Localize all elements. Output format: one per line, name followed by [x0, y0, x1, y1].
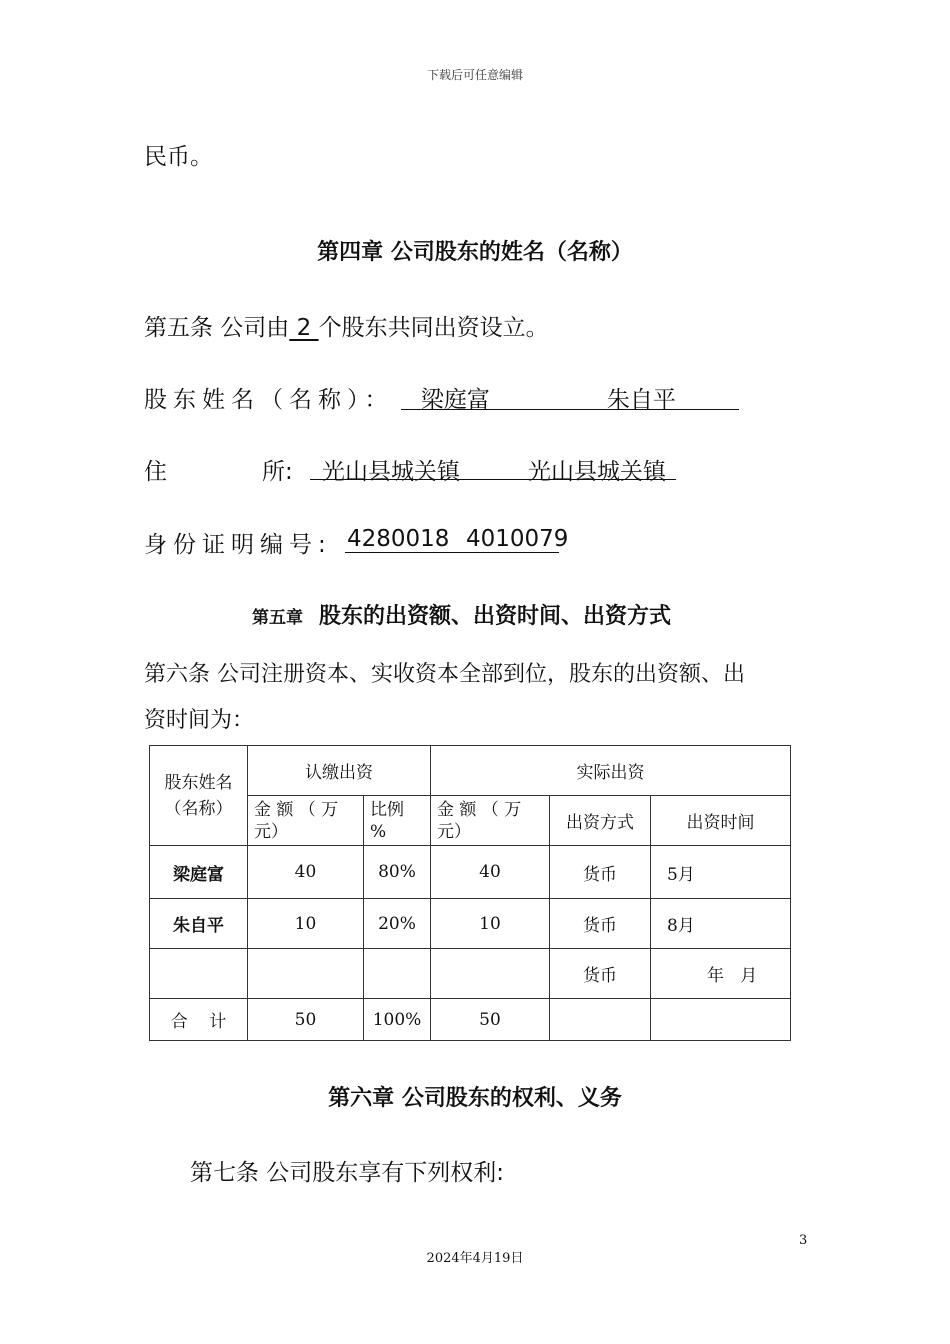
table-row — [150, 899, 791, 949]
row-actual: 40 — [431, 846, 550, 899]
total-actual: 50 — [431, 999, 550, 1041]
address-label-b: 所: — [262, 459, 293, 485]
row-amount — [248, 949, 364, 999]
address-2: 光山县城关镇 — [528, 459, 666, 485]
id-number-2: 4010079 — [466, 526, 569, 552]
header-shareholder-name: 股东姓名（名称） — [150, 746, 248, 846]
table-total-row — [150, 999, 791, 1041]
address-label-a: 住 — [144, 459, 167, 485]
header-subscribed: 认缴出资 — [248, 746, 431, 796]
name-fill-line — [401, 383, 739, 413]
page-header: 下载后可任意编辑 — [426, 68, 523, 82]
header-method: 出资方式 — [550, 796, 651, 846]
total-ratio: 100% — [364, 999, 431, 1041]
row-name — [150, 949, 248, 999]
row-method: 货币 — [550, 846, 651, 899]
total-time — [651, 999, 791, 1041]
row-name: 朱自平 — [150, 899, 248, 949]
table-row — [150, 949, 791, 999]
row-ratio: 20% — [364, 899, 431, 949]
row-ratio — [364, 949, 431, 999]
row-amount: 10 — [248, 899, 364, 949]
article-5 — [144, 309, 549, 342]
row-ratio: 80% — [364, 846, 431, 899]
total-method — [550, 999, 651, 1041]
row-name: 梁庭富 — [150, 846, 248, 899]
id-number-1: 4280018 — [347, 526, 450, 552]
row-time: 年 月 — [651, 949, 791, 999]
article-5-suffix: 个股东共同出资设立。 — [318, 315, 549, 341]
header-time: 出资时间 — [651, 796, 791, 846]
name-label: 股东姓名（名称）： — [144, 387, 394, 413]
row-time: 8月 — [651, 899, 791, 949]
id-line — [144, 526, 332, 559]
address-fill-line — [310, 453, 676, 485]
chapter-4-title: 第四章 公司股东的姓名（名称） — [317, 240, 633, 265]
chapter-5-prefix: 第五章 — [252, 608, 303, 628]
capital-contribution-table — [149, 745, 791, 1041]
shareholder-names-line — [144, 381, 739, 414]
article-5-prefix: 第五条 公司由 — [144, 315, 290, 341]
table-row — [150, 846, 791, 899]
article-7: 第七条 公司股东享有下列权利: — [190, 1160, 505, 1186]
row-time: 5月 — [651, 846, 791, 899]
row-method: 货币 — [550, 899, 651, 949]
chapter-6-title: 第六章 公司股东的权利、义务 — [328, 1086, 622, 1111]
id-label: 身份证明编号: — [144, 532, 332, 558]
chapter-5-title — [252, 599, 671, 630]
shareholder-name-2: 朱自平 — [606, 387, 676, 413]
header-amount-actual: 金 额 （ 万 元） — [431, 796, 550, 846]
total-amount: 50 — [248, 999, 364, 1041]
total-label: 合 计 — [150, 999, 248, 1041]
id-fill-line — [345, 526, 569, 553]
table-header-row-1 — [150, 746, 791, 796]
row-amount: 40 — [248, 846, 364, 899]
article-6-line-1: 第六条 公司注册资本、实收资本全部到位，股东的出资额、出 — [144, 662, 745, 687]
header-amount: 金 额 （ 万 元） — [248, 796, 364, 846]
intro-text: 民币。 — [144, 144, 213, 170]
header-ratio: 比例 % — [364, 796, 431, 846]
footer-date: 2024年4月19日 — [426, 1251, 524, 1266]
article-6-line-2: 资时间为： — [144, 708, 255, 733]
header-actual: 实际出资 — [431, 746, 791, 796]
shareholder-count: 2 — [289, 315, 319, 341]
page-number: 3 — [799, 1233, 808, 1248]
address-1: 光山县城关镇 — [322, 459, 460, 485]
row-actual — [431, 949, 550, 999]
row-method: 货币 — [550, 949, 651, 999]
row-actual: 10 — [431, 899, 550, 949]
chapter-5-text: 股东的出资额、出资时间、出资方式 — [319, 604, 672, 629]
shareholder-name-1: 梁庭富 — [420, 387, 490, 413]
